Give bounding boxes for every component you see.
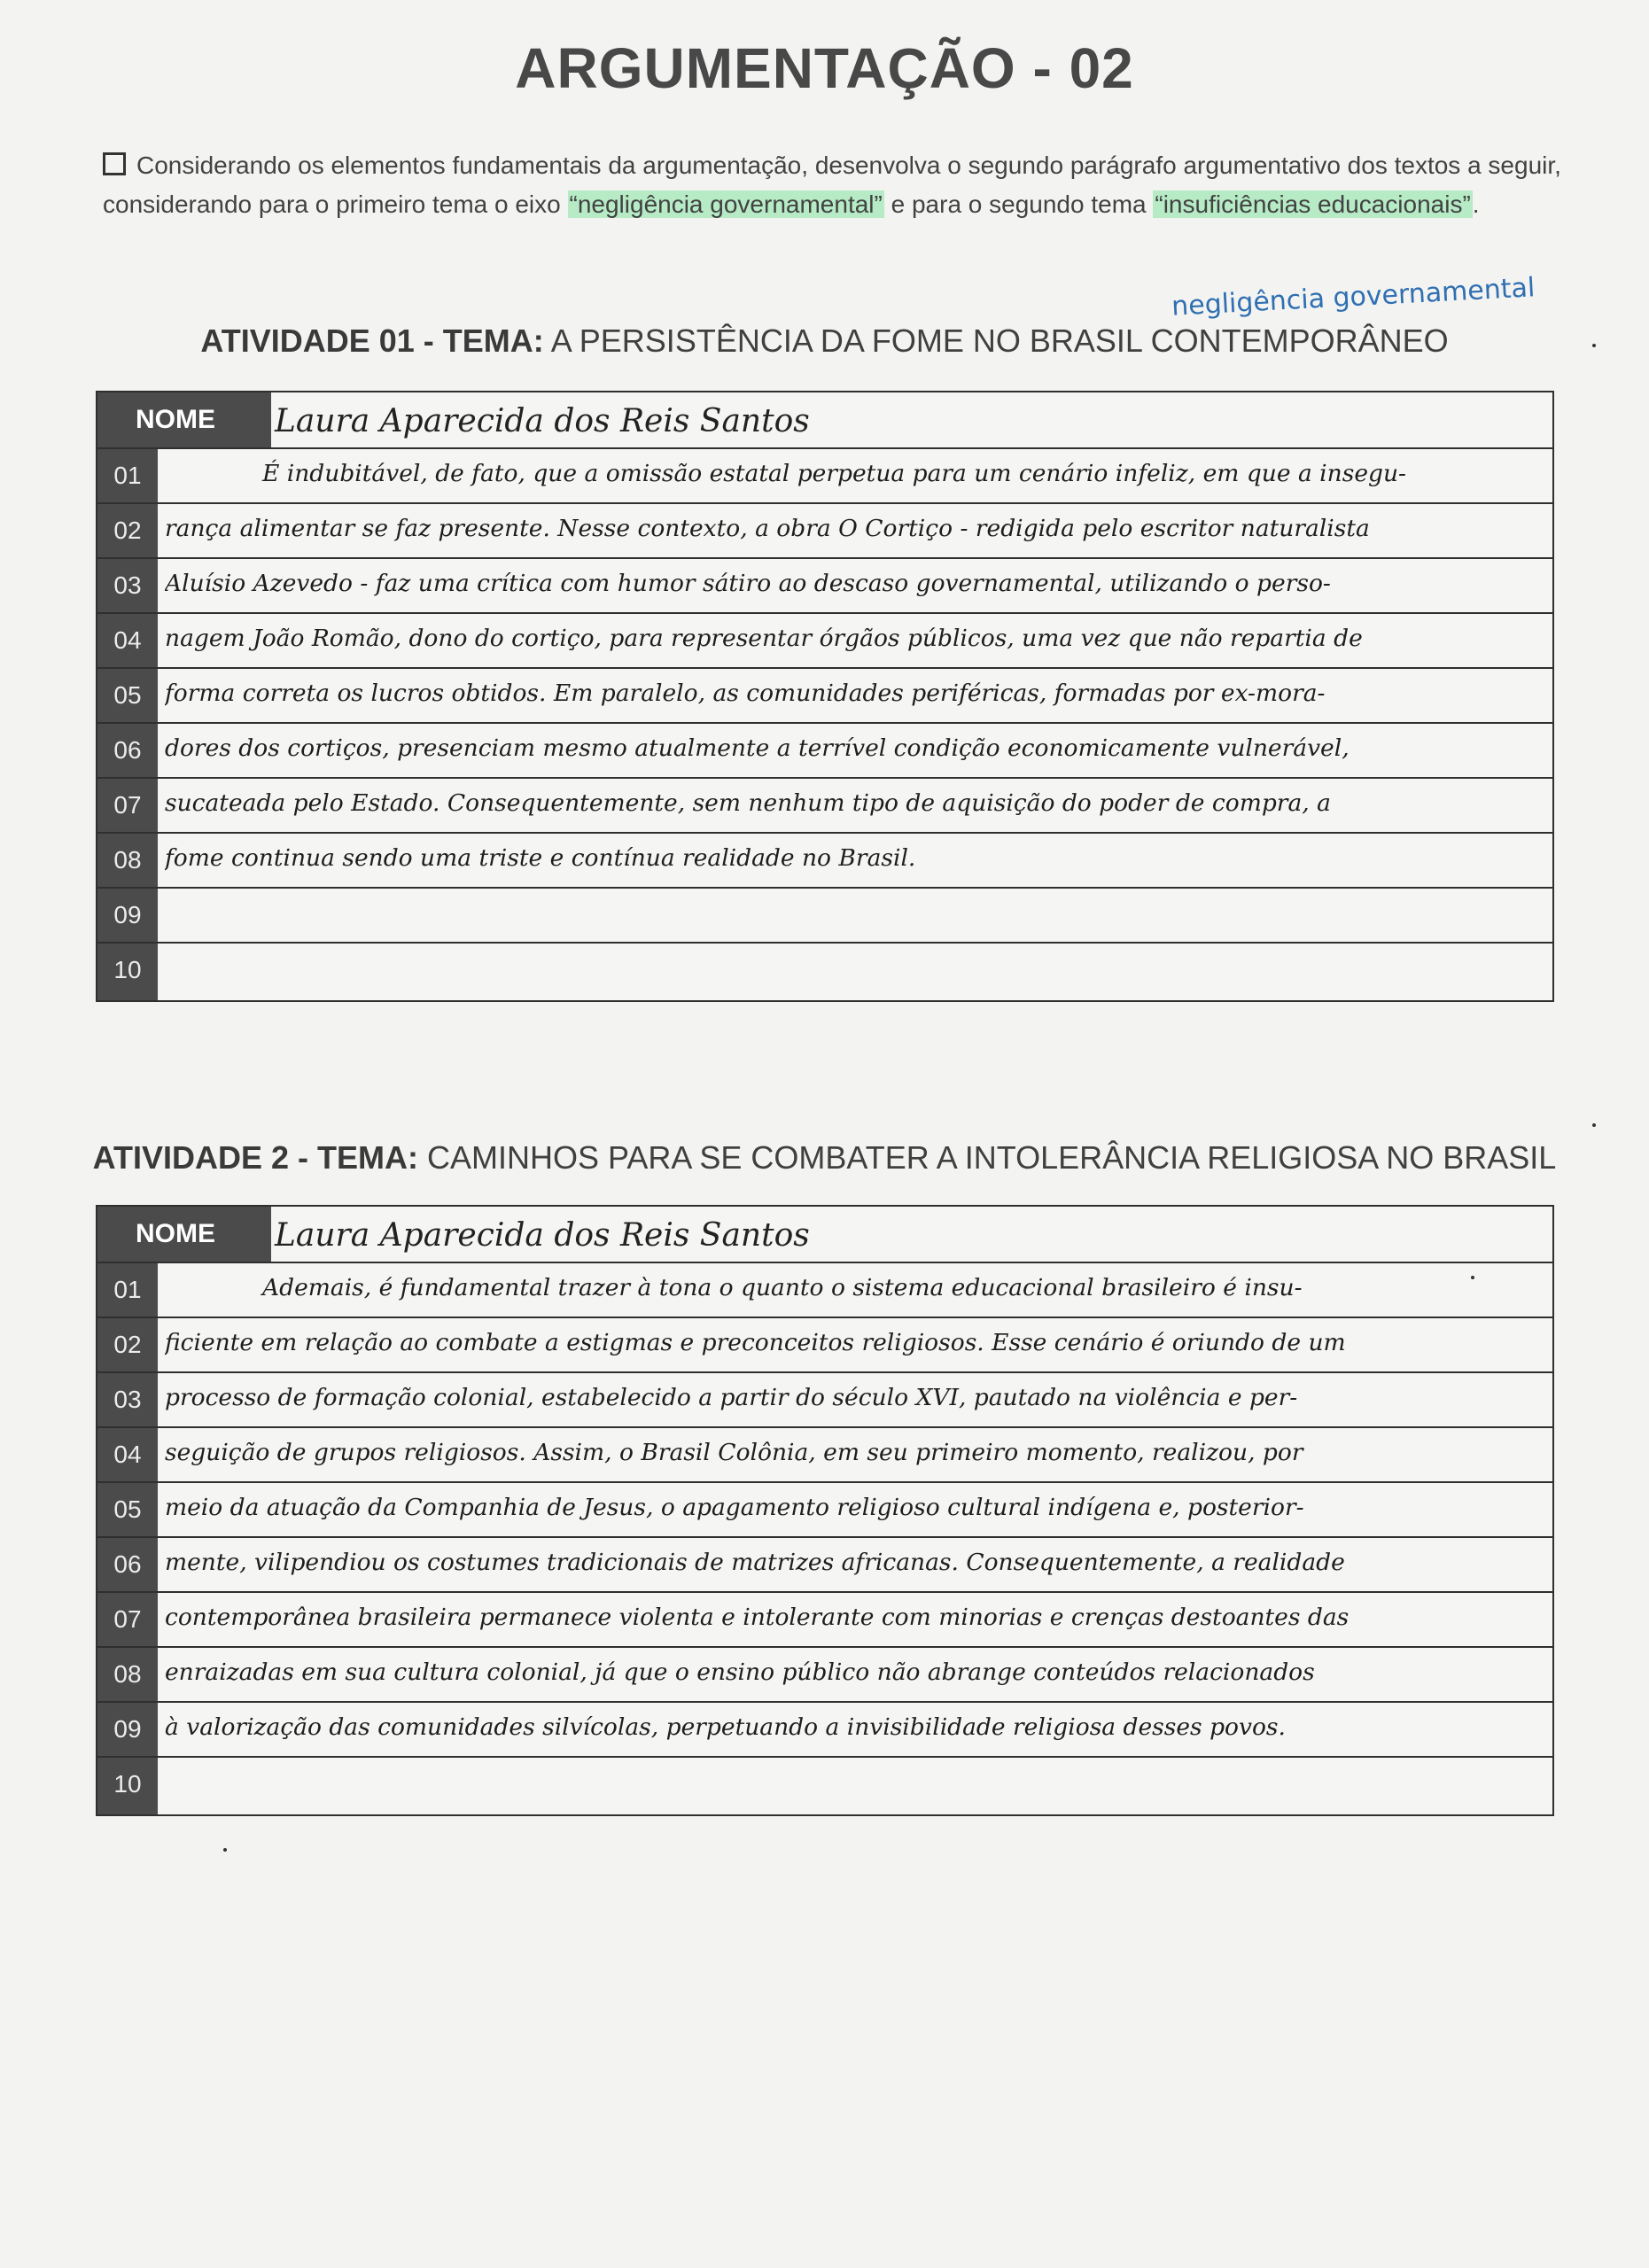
line-number: 09 [113,901,142,928]
scan-speck [1592,344,1596,347]
line-number: 06 [113,736,142,764]
highlight-insuficiencias: “insuficiências educacionais” [1155,190,1471,218]
line-text: processo de formação colonial, estabelecido a partir do século XVI, pautado na violência e per- [165,1384,1298,1411]
student-name: Laura Aparecida dos Reis Santos [275,1217,810,1254]
answer-line [97,447,1552,502]
answer-line [97,887,1552,942]
activity2-title-label: ATIVIDADE 2 - TEMA: [92,1139,418,1176]
page-title: ARGUMENTAÇÃO - 02 [515,36,1134,100]
answer-line [97,557,1552,612]
activity1-title-theme: A PERSISTÊNCIA DA FOME NO BRASIL CONTEMPORÂNEO [543,322,1449,359]
answer-line [97,1701,1552,1756]
line-text: É indubitável, de fato, que a omissão estatal perpetua para um cenário infeliz, em que a insegu- [262,460,1406,487]
instructions-part2: e para o segundo tema [883,190,1154,218]
line-text [165,889,1547,942]
instructions [103,146,1574,224]
answer-line [97,1536,1552,1591]
scan-speck [223,1848,227,1852]
line-text: rança alimentar se faz presente. Nesse contexto, a obra O Cortiço - redigida pelo escritor naturalista [165,515,1370,542]
answer-line [97,612,1552,667]
line-text: meio da atuação da Companhia de Jesus, o apagamento religioso cultural indígena e, posterior- [165,1494,1304,1521]
line-text [165,1758,1547,1811]
line-number: 01 [113,462,142,489]
line-text: dores dos cortiços, presenciam mesmo atualmente a terrível condição economicamente vulnerável, [165,734,1350,762]
line-number: 03 [113,1386,142,1413]
name-label: NOME [97,1207,271,1262]
line-text: fome continua sendo uma triste e contínua realidade no Brasil. [165,844,916,872]
answer-line [97,1481,1552,1536]
student-name: Laura Aparecida dos Reis Santos [275,403,810,439]
answer-line [97,1317,1552,1371]
answer-line [97,1646,1552,1701]
line-number: 05 [113,681,142,709]
line-text: enraizadas em sua cultura colonial, já que o ensino público não abrange conteúdos relacionados [165,1658,1315,1686]
line-text: Aluísio Azevedo - faz uma crítica com humor sátiro ao descaso governamental, utilizando o perso- [165,570,1331,597]
answer-line [97,1591,1552,1646]
answer-line [97,1371,1552,1426]
activity2-title [0,1139,1649,1177]
line-text: forma correta os lucros obtidos. Em paralelo, as comunidades periféricas, formadas por ex-mora- [165,680,1326,707]
answer-line [97,777,1552,832]
line-number: 07 [113,1605,142,1633]
line-number: 02 [113,1331,142,1358]
handwritten-annotation: negligência governamental [1171,272,1536,322]
name-label: NOME [97,392,271,447]
answer-line [97,1262,1552,1317]
activity1-answer-sheet [96,391,1554,1002]
line-number: 10 [113,1770,142,1798]
line-text: sucateada pelo Estado. Consequentemente, sem nenhum tipo de aquisição do poder de compra, a [165,789,1331,817]
answer-line [97,722,1552,777]
line-number: 08 [113,846,142,874]
activity2-title-theme: CAMINHOS PARA SE COMBATER A INTOLERÂNCIA RELIGIOSA NO BRASIL [417,1139,1557,1176]
answer-line [97,942,1552,997]
line-number: 04 [113,626,142,654]
line-text: nagem João Romão, dono do cortiço, para representar órgãos públicos, uma vez que não repartia de [165,625,1363,652]
line-text [165,944,1547,997]
answer-line [97,1426,1552,1481]
line-number: 01 [113,1276,142,1303]
activity1-title-label: ATIVIDADE 01 - TEMA: [200,322,544,359]
line-number: 08 [113,1660,142,1688]
line-text: contemporânea brasileira permanece violenta e intolerante com minorias e crenças destoantes das [165,1604,1350,1631]
line-number: 07 [113,791,142,819]
line-number: 06 [113,1550,142,1578]
highlight-negligencia: “negligência governamental” [569,190,883,218]
scan-speck [1592,1123,1596,1127]
line-text: Ademais, é fundamental trazer à tona o quanto o sistema educacional brasileiro é insu- [262,1274,1303,1301]
line-number: 02 [113,517,142,544]
activity2-answer-sheet [96,1205,1554,1816]
line-number: 05 [113,1495,142,1523]
line-text: mente, vilipendiou os costumes tradicionais de matrizes africanas. Consequentemente, a realidade [165,1549,1345,1576]
line-number: 10 [113,956,142,983]
scan-speck [1471,1276,1474,1279]
line-text: ficiente em relação ao combate a estigmas e preconceitos religiosos. Esse cenário é oriundo de um [165,1329,1346,1356]
line-number: 04 [113,1441,142,1468]
answer-line [97,832,1552,887]
instructions-part3: . [1472,190,1480,218]
answer-line [97,1756,1552,1811]
line-text: seguição de grupos religiosos. Assim, o Brasil Colônia, em seu primeiro momento, realizou, por [165,1439,1303,1466]
line-number: 09 [113,1715,142,1743]
answer-line [97,502,1552,557]
line-number: 03 [113,571,142,599]
answer-line [97,667,1552,722]
activity1-title [0,322,1649,360]
instructions-part1: Considerando os elementos fundamentais da argumentação, desenvolva o segundo parágrafo argumentativo dos textos a seguir, considerando para o primeiro tema o eixo [103,151,1561,218]
checkbox-icon [103,152,126,175]
line-text: à valorização das comunidades silvícolas, perpetuando a invisibilidade religiosa desses povos. [165,1713,1286,1741]
